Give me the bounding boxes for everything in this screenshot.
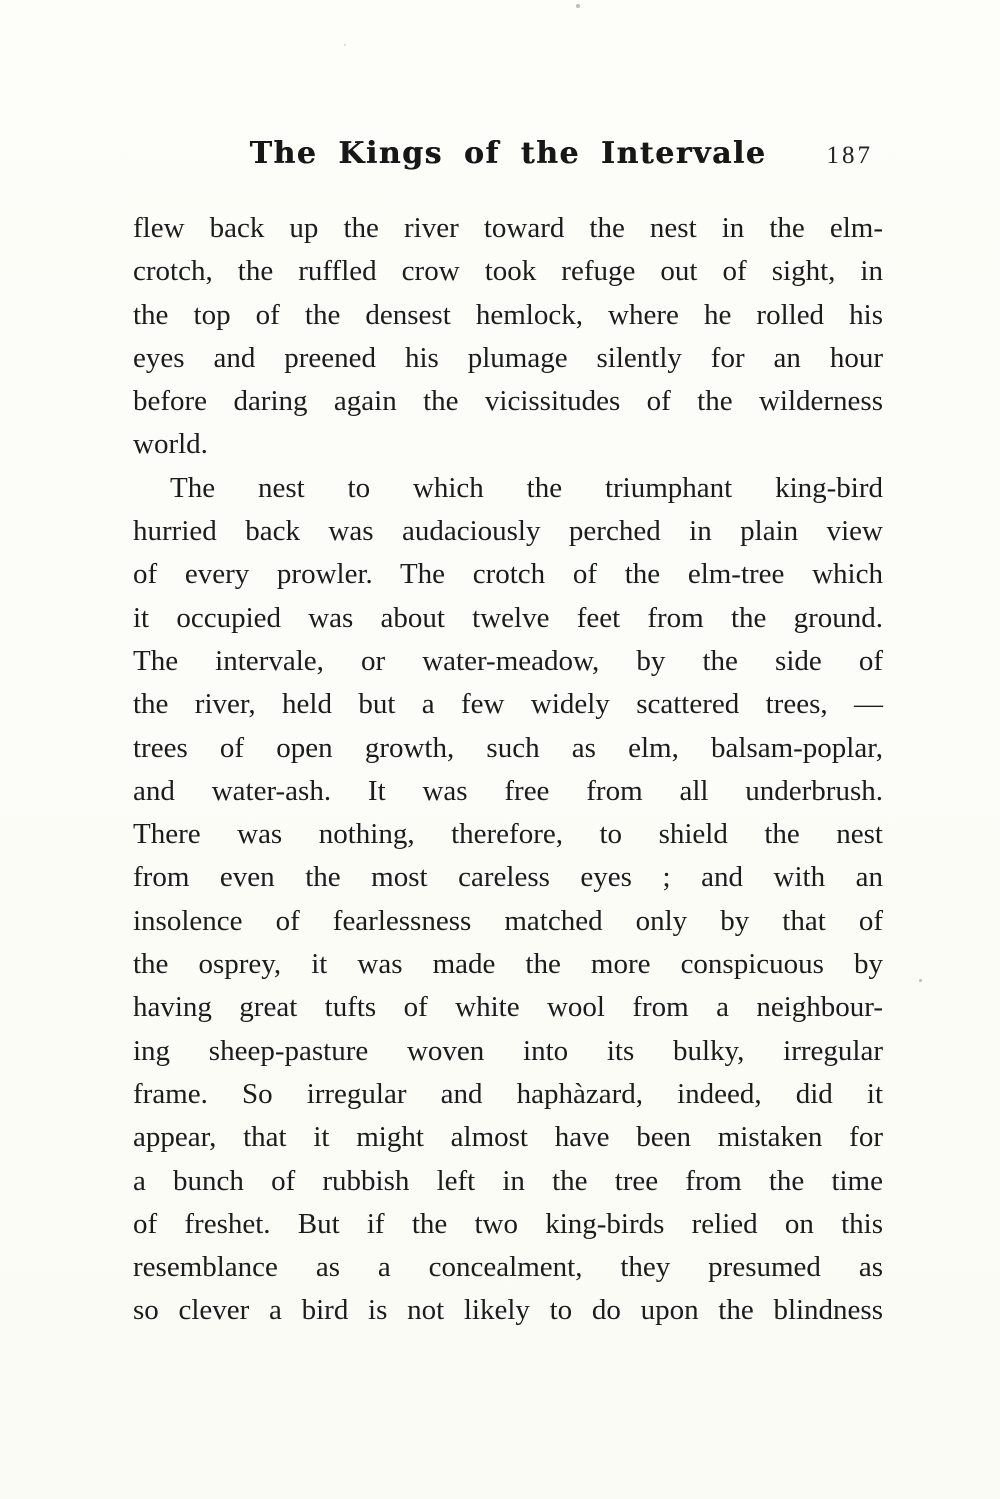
paragraph	[133, 207, 883, 467]
text-line: crotch, the ruffled crow took refuge out of sight, in	[133, 255, 883, 288]
running-title: The Kings of the Intervale	[249, 136, 767, 171]
text-line: trees of open growth, such as elm, balsam-poplar,	[133, 731, 883, 764]
text-line: world.	[133, 428, 208, 461]
text-line: frame. So irregular and haphàzard, indeed, did it	[133, 1077, 883, 1110]
text-line: resemblance as a concealment, they presumed as	[133, 1251, 883, 1284]
text-line: it occupied was about twelve feet from the ground.	[133, 601, 883, 634]
paper-speck	[576, 4, 580, 8]
paragraph	[133, 467, 883, 1333]
text-line: hurried back was audaciously perched in plain view	[133, 515, 883, 548]
paper-speck	[919, 979, 922, 982]
text-line: of freshet. But if the two king-birds relied on this	[133, 1207, 883, 1240]
text-line: insolence of fearlessness matched only by that of	[133, 904, 883, 937]
paper-speck	[344, 44, 346, 46]
text-line: of every prowler. The crotch of the elm-tree which	[133, 558, 883, 591]
text-line: There was nothing, therefore, to shield the nest	[133, 818, 883, 851]
page-number: 187	[826, 142, 873, 169]
page-header	[133, 136, 883, 178]
text-line: a bunch of rubbish left in the tree from the time	[133, 1164, 883, 1197]
text-line: the top of the densest hemlock, where he rolled his	[133, 298, 883, 331]
text-line: flew back up the river toward the nest in the elm-	[133, 212, 883, 244]
text-line: eyes and preened his plumage silently for an hour	[133, 341, 883, 374]
text-line: so clever a bird is not likely to do upon the blindness	[133, 1294, 883, 1327]
text-line: and water-ash. It was free from all underbrush.	[133, 774, 883, 807]
text-line: before daring again the vicissitudes of the wilderness	[133, 385, 883, 418]
text-line: The intervale, or water-meadow, by the side of	[133, 644, 883, 677]
text-line: the osprey, it was made the more conspicuous by	[133, 948, 883, 981]
text-line: the river, held but a few widely scattered trees, —	[133, 688, 883, 721]
text-block	[133, 207, 883, 1333]
text-line: appear, that it might almost have been mistaken for	[133, 1121, 883, 1154]
text-line: from even the most careless eyes ; and with an	[133, 861, 883, 894]
text-line: The nest to which the triumphant king-bird	[170, 471, 883, 504]
text-line: ing sheep-pasture woven into its bulky, irregular	[133, 1034, 883, 1067]
text-line: having great tufts of white wool from a neighbour-	[133, 991, 883, 1024]
